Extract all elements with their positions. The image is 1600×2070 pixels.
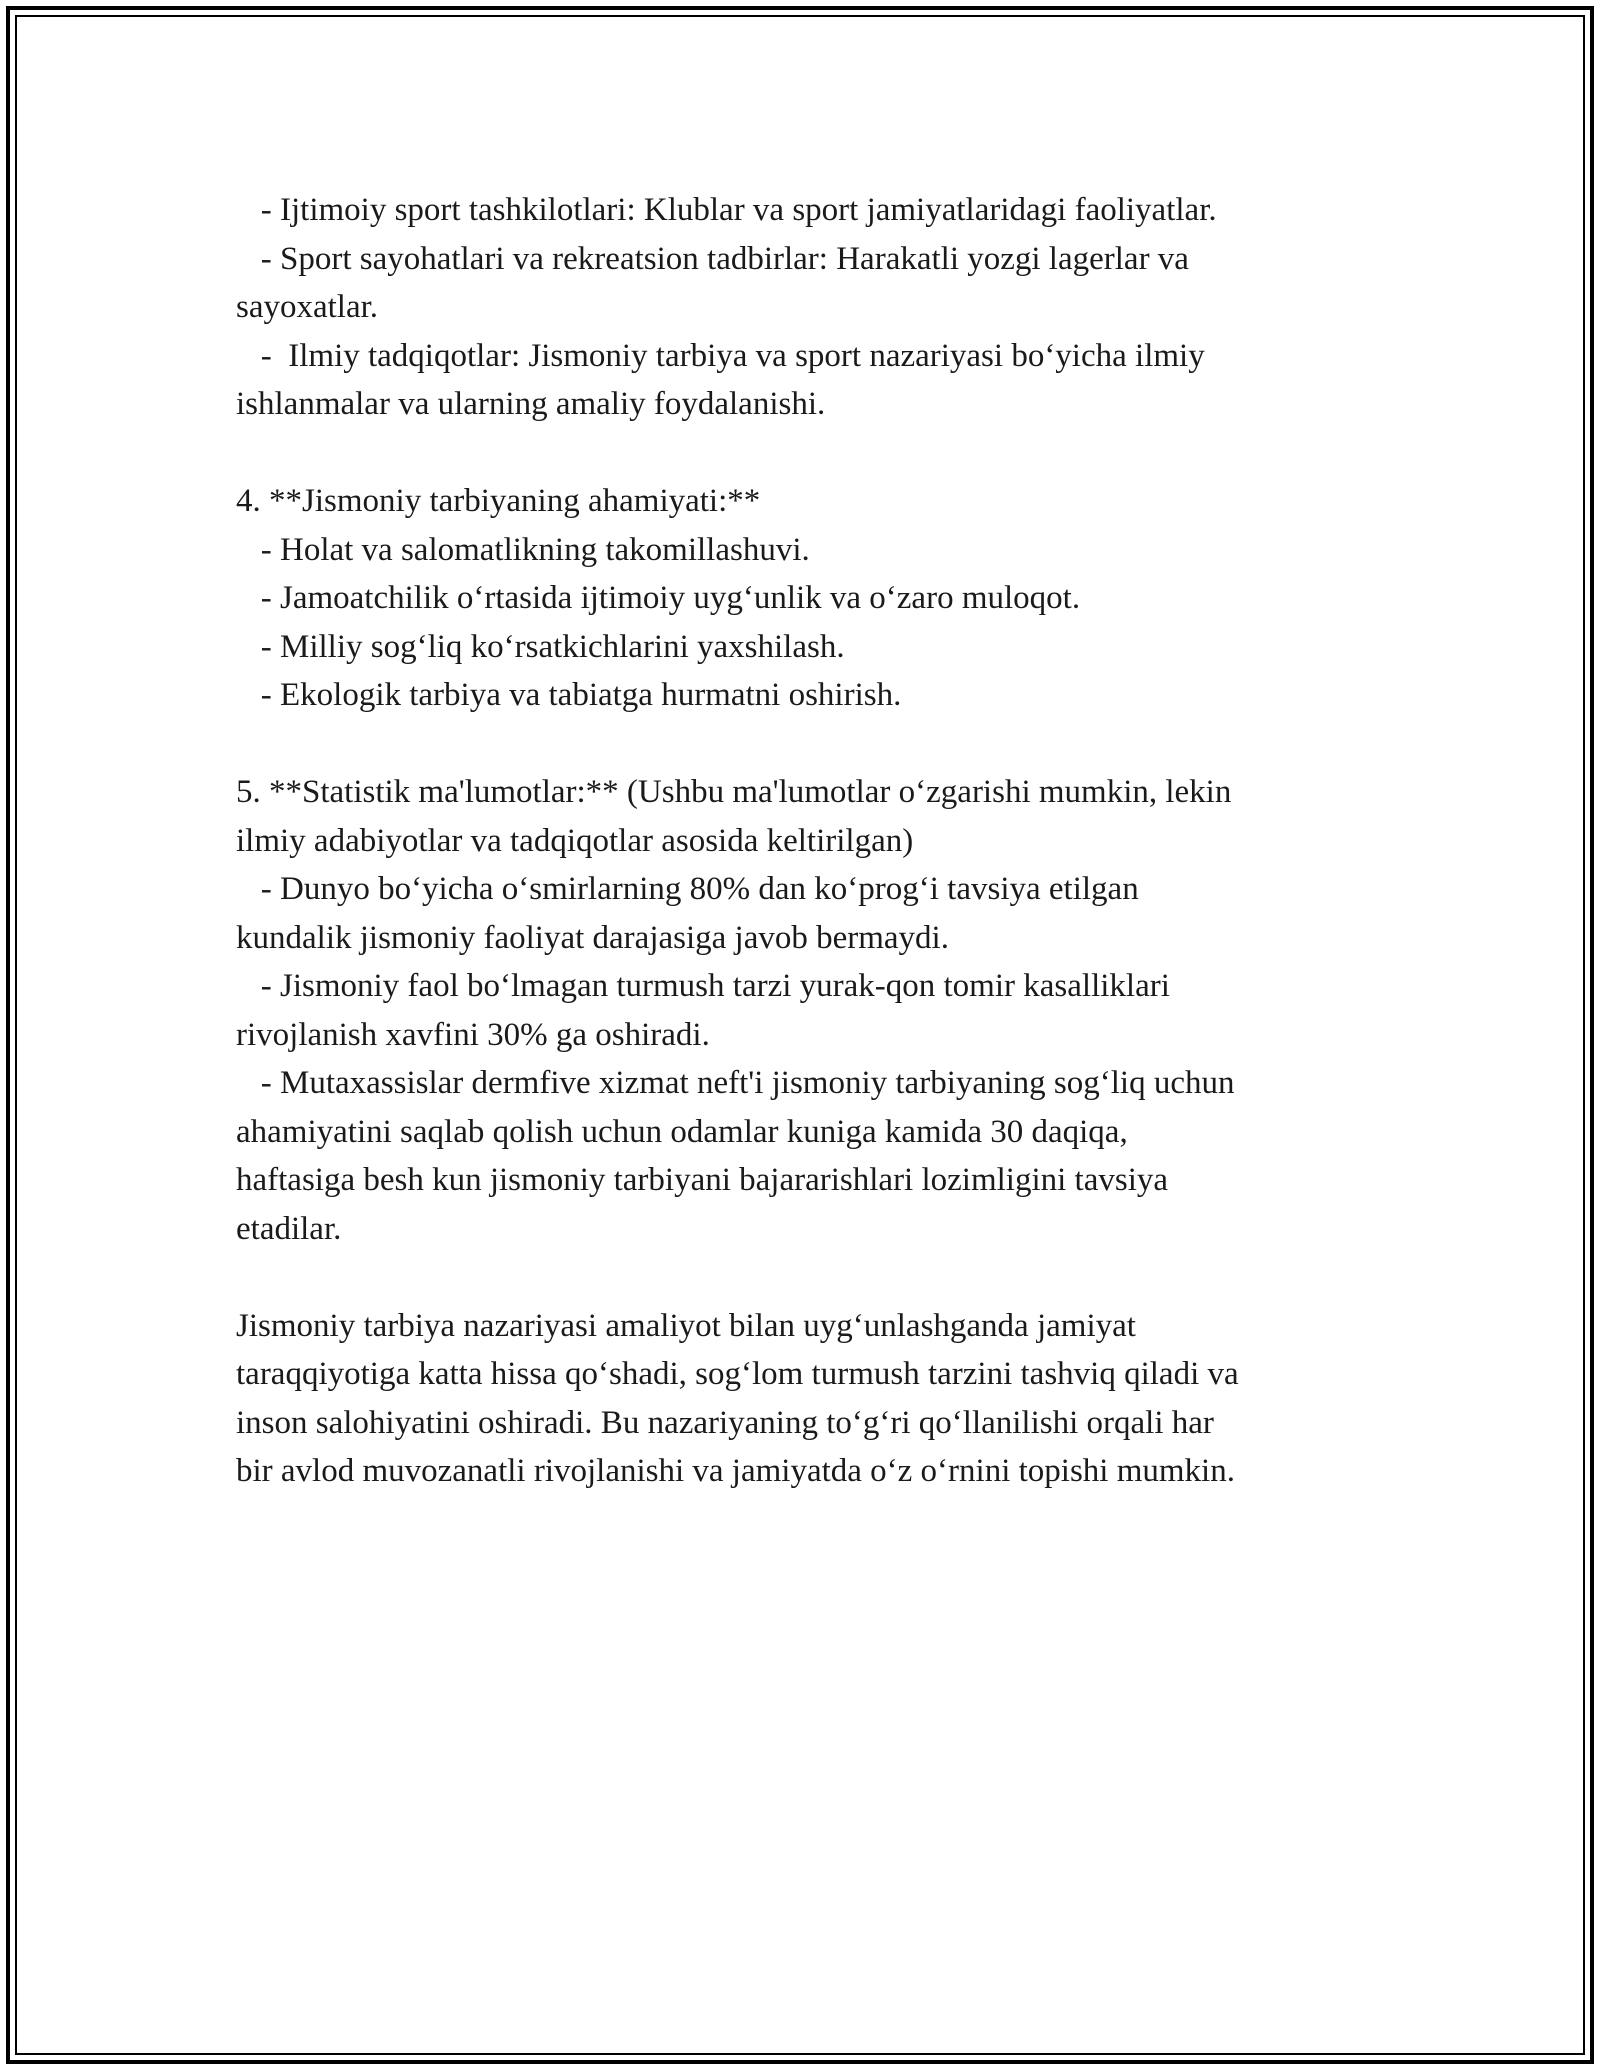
text-line: ilmiy adabiyotlar va tadqiqotlar asosida keltirilgan): [236, 822, 914, 859]
conclusion-line: bir avlod muvozanatli rivojlanishi va jamiyatda o‘z o‘rnini topishi mumkin.: [236, 1453, 1235, 1489]
text-line: ishlanmalar va ularning amaliy foydalanishi.: [236, 386, 826, 422]
paragraph-gap: [236, 429, 1366, 478]
section-heading: 4. **Jismoniy tarbiyaning ahamiyati:**: [236, 483, 761, 519]
text-line: - Jismoniy faol bo‘lmagan turmush tarzi yurak-qon tomir kasalliklari: [236, 968, 1170, 1004]
conclusion-line: Jismoniy tarbiya nazariyasi amaliyot bilan uyg‘unlashganda jamiyat: [236, 1307, 1136, 1344]
paragraph-gap: [236, 1253, 1366, 1302]
section-heading: 5. **Statistik ma'lumotlar:** (Ushbu ma'lumotlar o‘zgarishi mumkin, lekin: [236, 774, 1232, 810]
text-line: - Dunyo bo‘yicha o‘smirlarning 80% dan ko‘prog‘i tavsiya etilgan: [236, 871, 1139, 907]
conclusion-line: inson salohiyatini oshiradi. Bu nazariyaning to‘g‘ri qo‘llanilishi orqali har: [236, 1404, 1214, 1441]
text-line: haftasiga besh kun jismoniy tarbiyani bajararishlari lozimligini tavsiya: [236, 1162, 1169, 1198]
conclusion-line: taraqqiyotiga katta hissa qo‘shadi, sog‘lom turmush tarzini tashviq qiladi va: [236, 1356, 1239, 1392]
text-line: - Ekologik tarbiya va tabiatga hurmatni oshirish.: [236, 677, 902, 713]
text-line: - Ilmiy tadqiqotlar: Jismoniy tarbiya va sport nazariyasi bo‘yicha ilmiy: [236, 337, 1205, 374]
document-body: [236, 186, 1366, 1496]
text-line: - Sport sayohatlari va rekreatsion tadbirlar: Harakatli yozgi lagerlar va: [236, 240, 1189, 277]
text-line: - Milliy sog‘liq ko‘rsatkichlarini yaxshilash.: [236, 628, 845, 665]
text-line: kundalik jismoniy faoliyat darajasiga javob bermaydi.: [236, 919, 949, 956]
text-line: rivojlanish xavfini 30% ga oshiradi.: [236, 1016, 710, 1053]
text-line: - Mutaxassislar dermfive xizmat neft'i jismoniy tarbiyaning sog‘liq uchun: [236, 1065, 1235, 1101]
text-line: - Holat va salomatlikning takomillashuvi.: [236, 531, 810, 568]
text-line: sayoxatlar.: [236, 289, 379, 325]
text-line: etadilar.: [236, 1210, 342, 1247]
text-line: - Ijtimoiy sport tashkilotlari: Klublar va sport jamiyatlaridagi faoliyatlar.: [236, 192, 1217, 228]
paragraph-gap: [236, 720, 1366, 769]
text-line: ahamiyatini saqlab qolish uchun odamlar kuniga kamida 30 daqiqa,: [236, 1113, 1128, 1150]
text-line: - Jamoatchilik o‘rtasida ijtimoiy uyg‘unlik va o‘zaro muloqot.: [236, 580, 1081, 616]
